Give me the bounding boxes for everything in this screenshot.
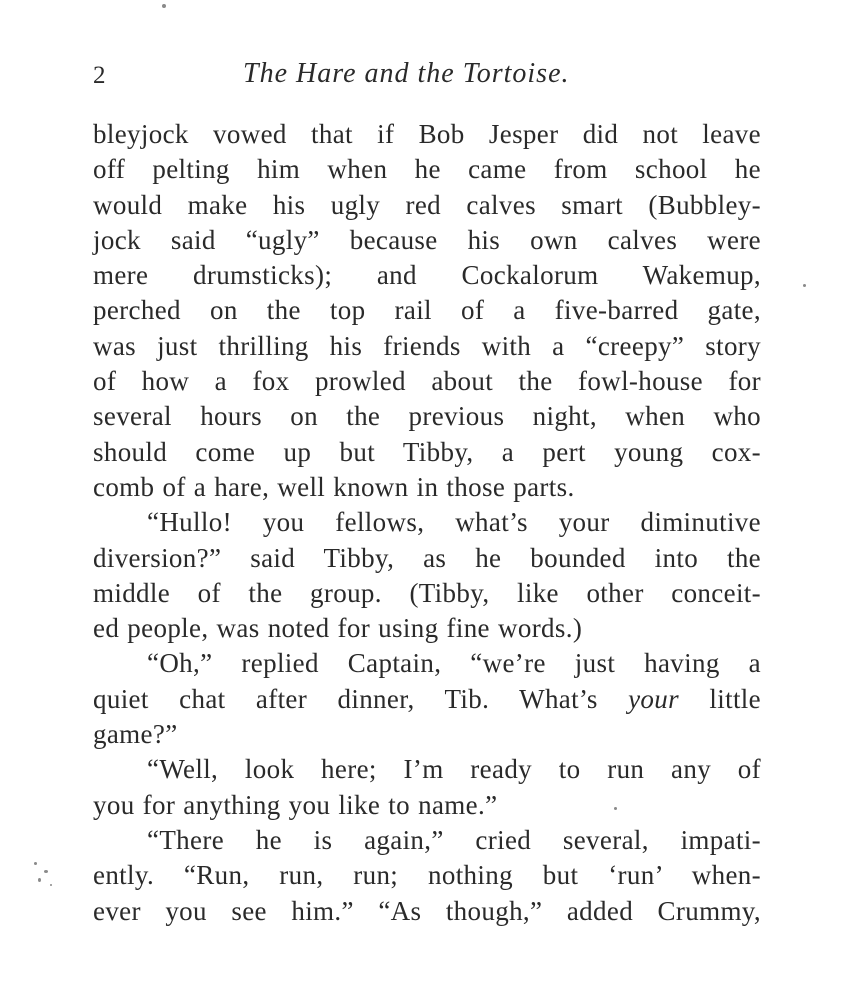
text-line: perched on the top rail of a five-barred gate, <box>93 295 761 326</box>
text-line: “Hullo! you fellows, what’s your diminutive <box>147 507 761 538</box>
text-line: ently. “Run, run, run; nothing but ‘run’ when- <box>93 860 761 891</box>
text-line: “Oh,” replied Captain, “we’re just having a <box>147 648 761 679</box>
text-line: quiet chat after dinner, Tib. What’s your little <box>93 683 761 714</box>
text-line: of how a fox prowled about the fowl-house for <box>93 366 761 397</box>
text-line: middle of the group. (Tibby, like other conceit- <box>93 577 761 608</box>
text-line: you for anything you like to name.” <box>93 789 498 820</box>
emphasized-word: your <box>628 683 679 714</box>
text-line: mere drumsticks); and Cockalorum Wakemup, <box>93 260 761 291</box>
text-line: off pelting him when he came from school he <box>93 154 761 185</box>
text-line: jock said “ugly” because his own calves were <box>93 224 761 255</box>
print-speck <box>614 807 617 810</box>
print-speck <box>38 878 41 882</box>
text-line: several hours on the previous night, when who <box>93 401 761 432</box>
print-speck <box>50 884 52 886</box>
text-line: diversion?” said Tibby, as he bounded into the <box>93 542 761 573</box>
print-speck <box>162 4 166 8</box>
text-line: was just thrilling his friends with a “creepy” story <box>93 330 761 361</box>
text-line: ed people, was noted for using fine words.) <box>93 613 583 644</box>
running-title: The Hare and the Tortoise. <box>243 58 570 89</box>
text-line: should come up but Tibby, a pert young cox- <box>93 436 761 467</box>
print-speck <box>34 862 37 865</box>
text-line: bleyjock vowed that if Bob Jesper did not leave <box>93 119 761 149</box>
text-line: ever you see him.” “As though,” added Crummy, <box>93 895 761 926</box>
print-speck <box>803 284 806 287</box>
text-line: game?” <box>93 719 178 750</box>
print-speck <box>44 870 48 873</box>
body-text <box>93 117 761 929</box>
text-line: would make his ugly red calves smart (Bubbley- <box>93 189 761 220</box>
text-line: comb of a hare, well known in those parts. <box>93 471 575 502</box>
text-line: “Well, look here; I’m ready to run any of <box>147 754 761 785</box>
text-line: “There he is again,” cried several, impati- <box>147 824 761 855</box>
page-number: 2 <box>93 62 106 89</box>
page-header <box>93 58 763 98</box>
